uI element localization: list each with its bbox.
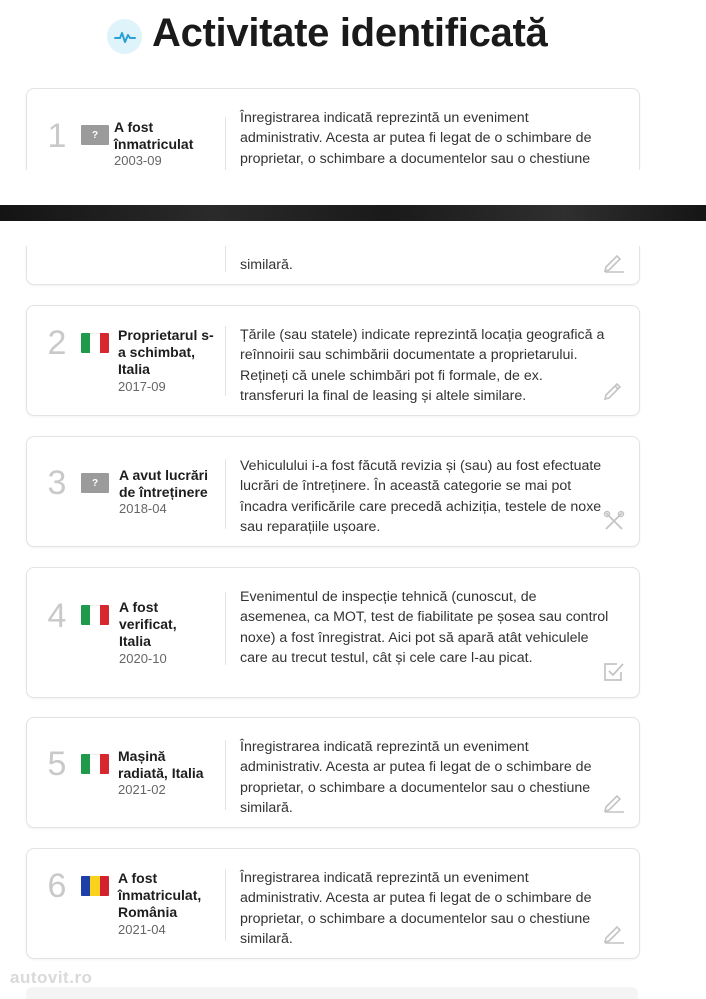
event-description: Evenimentul de inspecție tehnică (cunoscut, de asemenea, ca MOT, test de fiabilitate pe șosea sau control noxe) a fost înregistrat. Aici pot să apară atât vehiculele care au trecut testul, cât și cele care l-au picat. xyxy=(240,589,609,666)
event-title: Proprietarul s-a schimbat, Italia xyxy=(118,327,214,377)
tools-icon xyxy=(602,509,626,533)
pencil-icon xyxy=(602,790,626,814)
divider xyxy=(225,459,226,529)
event-card-3 xyxy=(26,436,640,547)
pencil-icon xyxy=(602,378,626,402)
next-card-edge xyxy=(26,987,638,999)
event-description: Înregistrarea indicată reprezintă un eveniment administrativ. Acesta ar putea fi legat de o schimbare de proprietar, o schimbare a documentelor sau o chestiune similară. xyxy=(240,739,592,816)
divider xyxy=(225,740,226,810)
event-card-5 xyxy=(26,717,640,828)
event-card-4 xyxy=(26,567,640,698)
event-number: 2 xyxy=(47,324,67,362)
divider xyxy=(225,592,226,665)
section-header xyxy=(0,10,706,62)
event-title: A fost verificat, Italia xyxy=(119,599,177,649)
pencil-icon xyxy=(602,921,626,945)
event-description: Înregistrarea indicată reprezintă un eveniment administrativ. Acesta ar putea fi legat de o schimbare de proprietar, o schimbare a documentelor sau o chestiune similară. xyxy=(240,870,592,947)
event-description: Înregistrarea indicată reprezintă un eveniment administrativ. Acesta ar putea fi legat de o schimbare de proprietar, o schimbare a documentelor sau o chestiune xyxy=(240,110,592,167)
divider xyxy=(225,326,226,396)
romania-flag-icon xyxy=(81,876,109,896)
unknown-country-icon: ? xyxy=(81,473,109,493)
event-number: 3 xyxy=(47,464,67,502)
activity-pulse-icon xyxy=(107,19,142,54)
event-number: 6 xyxy=(47,867,67,905)
italy-flag-icon xyxy=(81,605,109,625)
event-number: 1 xyxy=(47,117,67,155)
event-description: similară. xyxy=(240,257,293,273)
event-title: A fost înmatriculat, România xyxy=(118,870,202,920)
event-date: 2021-04 xyxy=(118,922,166,937)
screen-divider-bar xyxy=(0,205,706,221)
event-card-1-continued xyxy=(26,246,640,285)
event-card-1 xyxy=(26,88,640,173)
event-card-6 xyxy=(26,848,640,959)
pencil-icon xyxy=(602,250,626,274)
event-date: 2020-10 xyxy=(119,651,167,666)
italy-flag-icon xyxy=(81,333,109,353)
checkbox-icon xyxy=(602,660,626,684)
event-date: 2003-09 xyxy=(114,153,162,168)
page-title: Activitate identificată xyxy=(152,11,548,55)
event-number: 5 xyxy=(47,745,67,783)
event-title: Mașină radiată, Italia xyxy=(118,748,204,781)
event-card-2 xyxy=(26,305,640,416)
divider xyxy=(225,869,226,941)
event-number: 4 xyxy=(47,597,67,635)
event-title: A avut lucrări de întreținere xyxy=(119,467,208,500)
divider xyxy=(225,117,226,173)
event-date: 2021-02 xyxy=(118,782,166,797)
event-description: Țările (sau statele) indicate reprezintă locația geografică a reînnoirii sau schimbării documentate a proprietarului. Rețineți că unele schimbări pot fi formale, de ex. transferuri la final de leasing și altele similare. xyxy=(240,327,605,404)
italy-flag-icon xyxy=(81,754,109,774)
event-date: 2018-04 xyxy=(119,501,167,516)
watermark: autovit.ro xyxy=(10,968,93,987)
event-description: Vehiculului i-a fost făcută revizia și (sau) au fost efectuate lucrări de întreținere. În această categorie se mai pot încadra verificările care precedă achiziția, testele de noxe sau reparațiile ușoare. xyxy=(240,458,602,535)
unknown-country-icon: ? xyxy=(81,125,109,145)
divider xyxy=(225,246,226,272)
gap xyxy=(0,221,706,246)
gap xyxy=(0,170,706,205)
event-date: 2017-09 xyxy=(118,379,166,394)
event-title: A fost înmatriculat xyxy=(114,119,194,152)
